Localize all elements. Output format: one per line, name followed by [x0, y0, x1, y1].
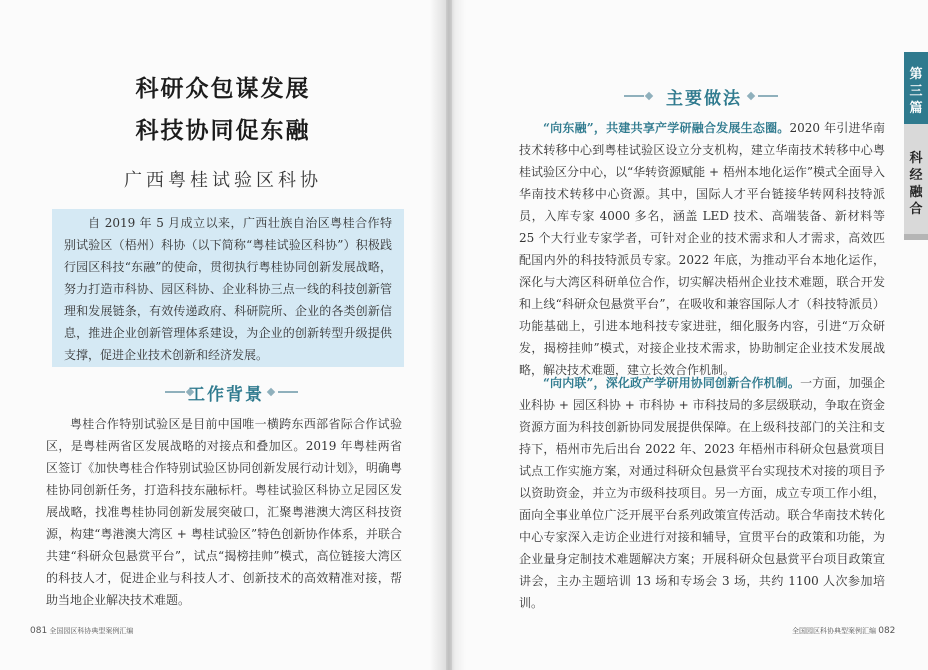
intro-box [52, 209, 404, 367]
footer-right [792, 626, 895, 636]
section-title-methods: 主要做法 [666, 89, 742, 109]
paragraph-1-text: 2020 年引进华南技术转移中心到粤桂试验区设立分支机构，建立华南技术转移中心粤桂试验区分中心，以“华转资源赋能 + 梧州本地化运作”模式全面导入华南技术转移中心资源。其中，国际人才平台链接华转网科技特派员，入库专家 4000 多名，涵盖 LED 技术、高端装备、新材料等 25 个大行业专家学者，可针对企业的技术需求和人才需求，高效匹配国内外的科技特派员专家。2022 年底，为推动平台本地化运作，深化与大湾区科研单位合作，切实解决梧州企业技术难题，联合开发和上线“科研众包悬赏平台”，在吸收和兼容国际人才（科技特派员）功能基础上，引进本地科技专家进驻，细化服务内容，引进“万众研发，揭榜挂帅”模式，对接企业技术需求，协助制定企业技术发展战略，解决技术难题，建立长效合作机制。 [519, 121, 885, 377]
chapter-subtitle: 科经融合 [909, 151, 923, 217]
footer-left [30, 626, 133, 636]
chapter-tab [904, 52, 928, 124]
footer-book-title: 全国园区科协典型案例汇编 [49, 627, 134, 635]
paragraph-1-heading: “向东融”，共建共享产学研融合发展生态圈。 [543, 121, 790, 135]
footer-book-title: 全国园区科协典型案例汇编 [792, 627, 876, 635]
methods-paragraph-2 [519, 372, 885, 614]
article-author: 广西粤桂试验区科协 [124, 170, 322, 191]
page-number: 082 [878, 626, 896, 636]
page-number: 081 [30, 626, 48, 636]
heading-ornament-right [748, 93, 782, 99]
right-page [452, 0, 928, 670]
section-heading-background [0, 380, 446, 406]
section-title-background: 工作背景 [188, 385, 264, 405]
paragraph-2-heading: “向内联”，深化政产学研用协同创新合作机制。 [543, 376, 801, 390]
methods-paragraph-1 [519, 117, 885, 381]
chapter-label: 第三篇 [909, 67, 923, 116]
section-heading-methods [452, 84, 928, 110]
left-page [0, 0, 446, 670]
chapter-subtitle-tab [904, 124, 928, 234]
article-title-line2: 科技协同促东融 [135, 118, 311, 144]
paragraph-2-text: 一方面，加强企业科协 + 园区科协 + 市科协 + 市科技局的多层级联动，争取在资金资源方面为科技创新协同发展提供保障。在上级科技部门的关注和支持下，梧州市先后出台 2022 年、2023 年梧州市科研众包悬赏项目试点工作实施方案，对通过科研众包悬赏平台实现技术对接的项目予以资助资金，并立为市级科技项目。另一方面，成立专项工作小组，面向全事业单位广泛开展平台系列政策宣传活动。联合华南技术转化中心专家深入走访企业进行对接和辅导，宣贯平台的政策和功能，为企业量身定制技术难题解决方案；开展科研众包悬赏平台项目政策宣讲会，主办主题培训 13 场和专场会 3 场，共约 1100 人次参加培训。 [519, 376, 885, 610]
tab-shadow [904, 234, 928, 240]
heading-ornament-left [624, 93, 658, 99]
heading-ornament-right [268, 389, 302, 395]
book-spine [430, 0, 466, 670]
article-title-line1: 科研众包谋发展 [135, 76, 311, 102]
background-text: 粤桂合作特别试验区是目前中国唯一横跨东西部省际合作试验区，是粤桂两省区发展战略的对接点和叠加区。2019 年粤桂两省区签订《加快粤桂合作特别试验区协同创新发展行动计划》，明确粤桂协同创新任务，打造科技东融标杆。粤桂试验区科协立足园区发展战略，找准粤桂协同创新发展突破口，汇聚粤港澳大湾区科技资源，构建“粤港澳大湾区 + 粤桂试验区”特色创新协作体系，并联合共建“科研众包悬赏平台”，试点“揭榜挂帅”模式，高位链接大湾区的科技人才，促进企业与科技人才、创新技术的高效精准对接，帮助当地企业解决技术难题。 [46, 417, 402, 607]
intro-text: 自 2019 年 5 月成立以来，广西壮族自治区粤桂合作特别试验区（梧州）科协（以下简称“粤桂试验区科协”）积极践行园区科技“东融”的使命，贯彻执行粤桂协同创新发展战略，努力打造市科协、园区科协、企业科协三点一线的科技创新管理和发展链条，有效传递政府、科研院所、企业的各类创新信息，推进企业创新管理体系建设，为企业的创新转型升级提供支撑，促进企业技术创新和经济发展。 [64, 216, 392, 362]
